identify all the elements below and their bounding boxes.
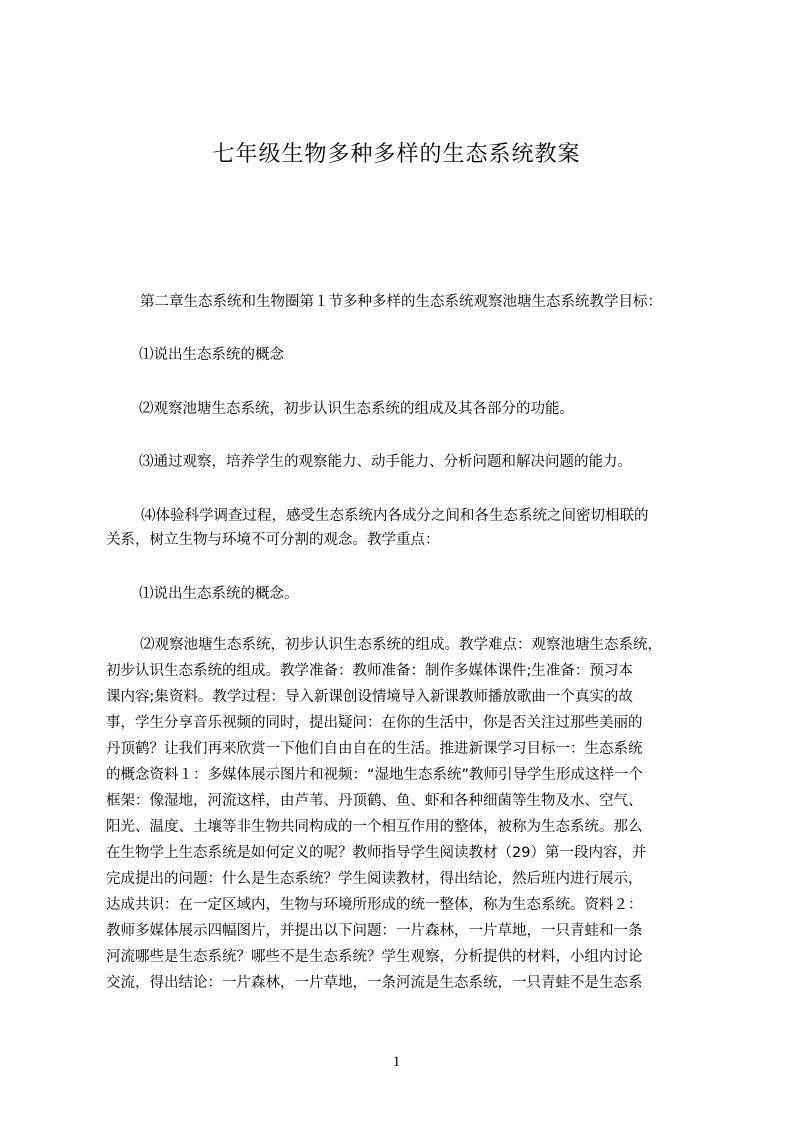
goal-1: ⑴说出生态系统的概念: [139, 347, 284, 363]
goal-3: ⑶通过观察，培养学生的观察能力、动手能力、分析问题和解决问题的能力。: [139, 454, 632, 470]
body-line: 丹顶鹤？让我们再来欣赏一下他们自由自在的生活。推进新课学习目标一：生态系统: [106, 741, 643, 757]
body-line: 达成共识：在一定区域内，生物与环境所形成的统一整体，称为生态系统。资料２：: [106, 897, 643, 913]
body-line: 的概念资料１：多媒体展示图片和视频：“湿地生态系统”教师引导学生形成这样一个: [106, 767, 644, 783]
body-line: ⑵观察池塘生态系统，初步认识生态系统的组成。教学难点：观察池塘生态系统，: [140, 637, 662, 653]
body-line: 框架：像湿地，河流这样，由芦苇、丹顶鹤、鱼、虾和各种细菌等生物及水、空气、: [106, 793, 643, 809]
body-line: 在生物学上生态系统是如何定义的呢？教师指导学生阅读教材（29）第一段内容，并: [106, 845, 647, 861]
body-line: 事，学生分享音乐视频的同时，提出疑问：在你的生活中，你是否关注过那些美丽的: [106, 715, 643, 731]
goal-4-line-2: 关系，树立生物与环境不可分割的观念。教学重点：: [106, 532, 440, 548]
teaching-process-paragraph: [106, 632, 716, 996]
body-line: 交流，得出结论：一片森林，一片草地，一条河流是生态系统，一只青蛙不是生态系: [106, 975, 643, 991]
intro-paragraph: 第二章生态系统和生物圈第１节多种多样的生态系统观察池塘生态系统教学目标：: [140, 294, 662, 310]
body-line: 完成提出的问题：什么是生态系统？学生阅读教材，得出结论，然后班内进行展示，: [106, 871, 643, 887]
body-line: 课内容;集资料。教学过程：导入新课创设情境导入新课教师播放歌曲一个真实的故: [106, 689, 633, 705]
goal-2: ⑵观察池塘生态系统，初步认识生态系统的组成及其各部分的功能。: [139, 401, 574, 417]
key-point-1: ⑴说出生态系统的概念。: [139, 586, 299, 602]
goal-4-line-1: ⑷体验科学调查过程，感受生态系统内各成分之间和各生态系统之间密切相联的: [141, 508, 649, 524]
document-title: 七年级生物多种多样的生态系统教案: [212, 142, 581, 167]
page-number: 1: [392, 1054, 401, 1070]
body-line: 河流哪些是生态系统？哪些不是生态系统？学生观察，分析提供的材料，小组内讨论: [106, 949, 643, 965]
body-line: 教师多媒体展示四幅图片，并提出以下问题：一片森林，一片草地，一只青蛙和一条: [106, 923, 643, 939]
body-line: 阳光、温度、土壤等非生物共同构成的一个相互作用的整体，被称为生态系统。那么: [106, 819, 643, 835]
body-line: 初步认识生态系统的组成。教学准备：教师准备：制作多媒体课件;生准备：预习本: [106, 663, 633, 679]
